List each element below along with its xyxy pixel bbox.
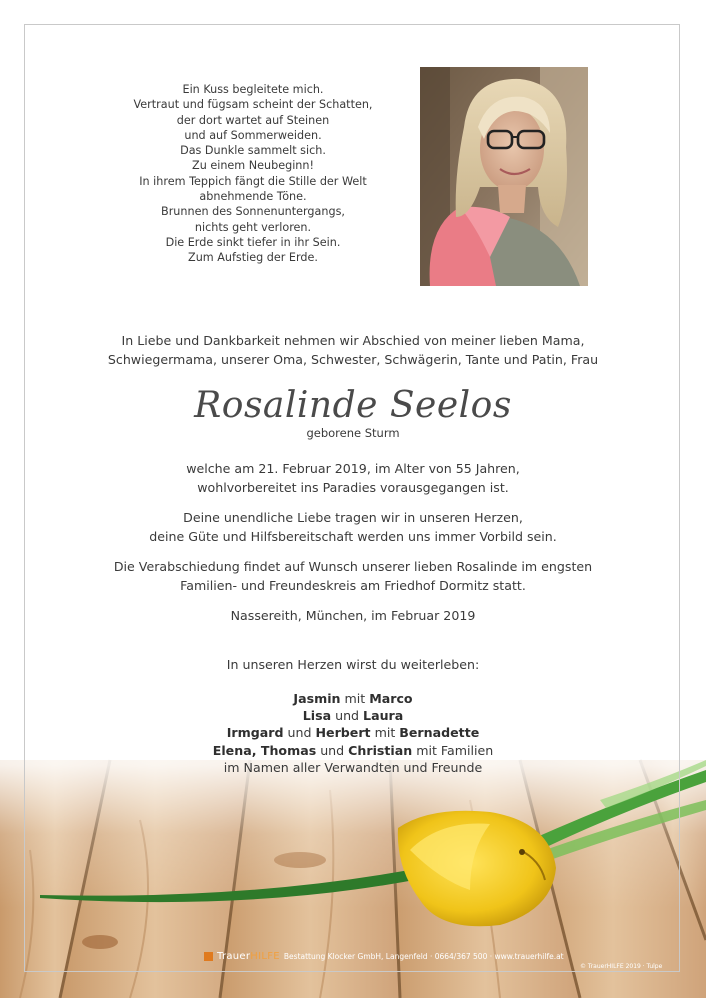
mourner-line <box>40 690 666 707</box>
poem-line: Zu einem Neubeginn! <box>192 159 314 173</box>
logo-hilfe: HILFE <box>250 951 280 962</box>
trauerhilfe-logo <box>217 951 280 962</box>
farewell-paragraph <box>40 557 666 595</box>
mourners-list <box>40 690 666 776</box>
poem-line: Vertraut und fügsam scheint der Schatten, <box>133 98 373 112</box>
mourner-connector: mit <box>340 691 370 706</box>
intro-text <box>40 331 666 369</box>
mourner-line <box>40 742 666 759</box>
mourner-connector: mit Familien <box>412 742 494 758</box>
mourner-name: Lisa <box>302 708 332 724</box>
intro-line: In Liebe und Dankbarkeit nehmen wir Abschied von meiner lieben Mama, <box>121 333 585 348</box>
poem-line: Zum Aufstieg der Erde. <box>188 251 318 265</box>
mourner-connector: und <box>316 742 349 758</box>
mourner-line: im Namen aller Verwandten und Freunde <box>223 759 483 775</box>
closing-line: In unseren Herzen wirst du weiterleben: <box>226 657 480 672</box>
footer <box>204 951 564 962</box>
mourner-name: Christian <box>348 742 413 758</box>
poem-line: Brunnen des Sonnenuntergangs, <box>161 205 345 219</box>
mourner-name: Laura <box>363 708 404 724</box>
mourner-name: Elena, Thomas <box>212 742 317 758</box>
portrait-photo <box>420 67 588 286</box>
logo-trauer: Trauer <box>217 951 251 962</box>
poem-line: nichts geht verloren. <box>194 220 312 234</box>
paragraph-line: Die Verabschiedung findet auf Wunsch unserer lieben Rosalinde im engsten <box>113 559 593 574</box>
trauerhilfe-logo-icon <box>204 952 213 961</box>
poem-line: In ihrem Teppich fängt die Stille der Welt <box>139 174 367 188</box>
footer-credit: © TrauerHILFE 2019 · Tulpe <box>580 963 663 970</box>
poem-line: Die Erde sinkt tiefer in ihr Sein. <box>165 235 341 249</box>
paragraph-line: deine Güte und Hilfsbereitschaft werden uns immer Vorbild sein. <box>149 529 557 544</box>
paragraph-line: Deine unendliche Liebe tragen wir in unseren Herzen, <box>183 510 523 525</box>
poem-line: der dort wartet auf Steinen <box>176 113 330 127</box>
mourner-name: Jasmin <box>293 691 341 706</box>
poem-line: abnehmende Töne. <box>199 190 307 204</box>
mourner-line <box>40 724 666 741</box>
poem-line: Ein Kuss begleitete mich. <box>182 83 324 96</box>
paragraph-line: Familien- und Freundeskreis am Friedhof Dormitz statt. <box>180 578 526 593</box>
deceased-name: Rosalinde Seelos <box>194 385 512 426</box>
paragraph-line: wohlvorbereitet ins Paradies vorausgegangen ist. <box>197 480 509 495</box>
paragraph-line: welche am 21. Februar 2019, im Alter von 55 Jahren, <box>186 461 520 476</box>
poem <box>108 82 398 266</box>
poem-line: und auf Sommerweiden. <box>184 128 322 142</box>
poem-line: Das Dunkle sammelt sich. <box>180 144 326 158</box>
maiden-name: geborene Sturm <box>306 426 400 440</box>
mourner-connector: und <box>283 725 316 741</box>
love-paragraph <box>40 508 666 546</box>
mourner-line <box>40 707 666 724</box>
mourner-name: Herbert <box>315 725 371 741</box>
place-date: Nassereith, München, im Februar 2019 <box>230 608 476 623</box>
mourner-connector: und <box>331 708 364 724</box>
mourner-connector: mit <box>370 725 400 741</box>
mourner-name: Irmgard <box>226 725 284 741</box>
mourner-name: Marco <box>369 691 413 706</box>
footer-text: Bestattung Klocker GmbH, Langenfeld · 0664/367 500 · www.trauerhilfe.at <box>283 952 564 961</box>
death-notice-paragraph <box>40 459 666 497</box>
intro-line: Schwiegermama, unserer Oma, Schwester, Schwägerin, Tante und Patin, Frau <box>107 352 599 367</box>
mourner-name: Bernadette <box>399 725 480 741</box>
